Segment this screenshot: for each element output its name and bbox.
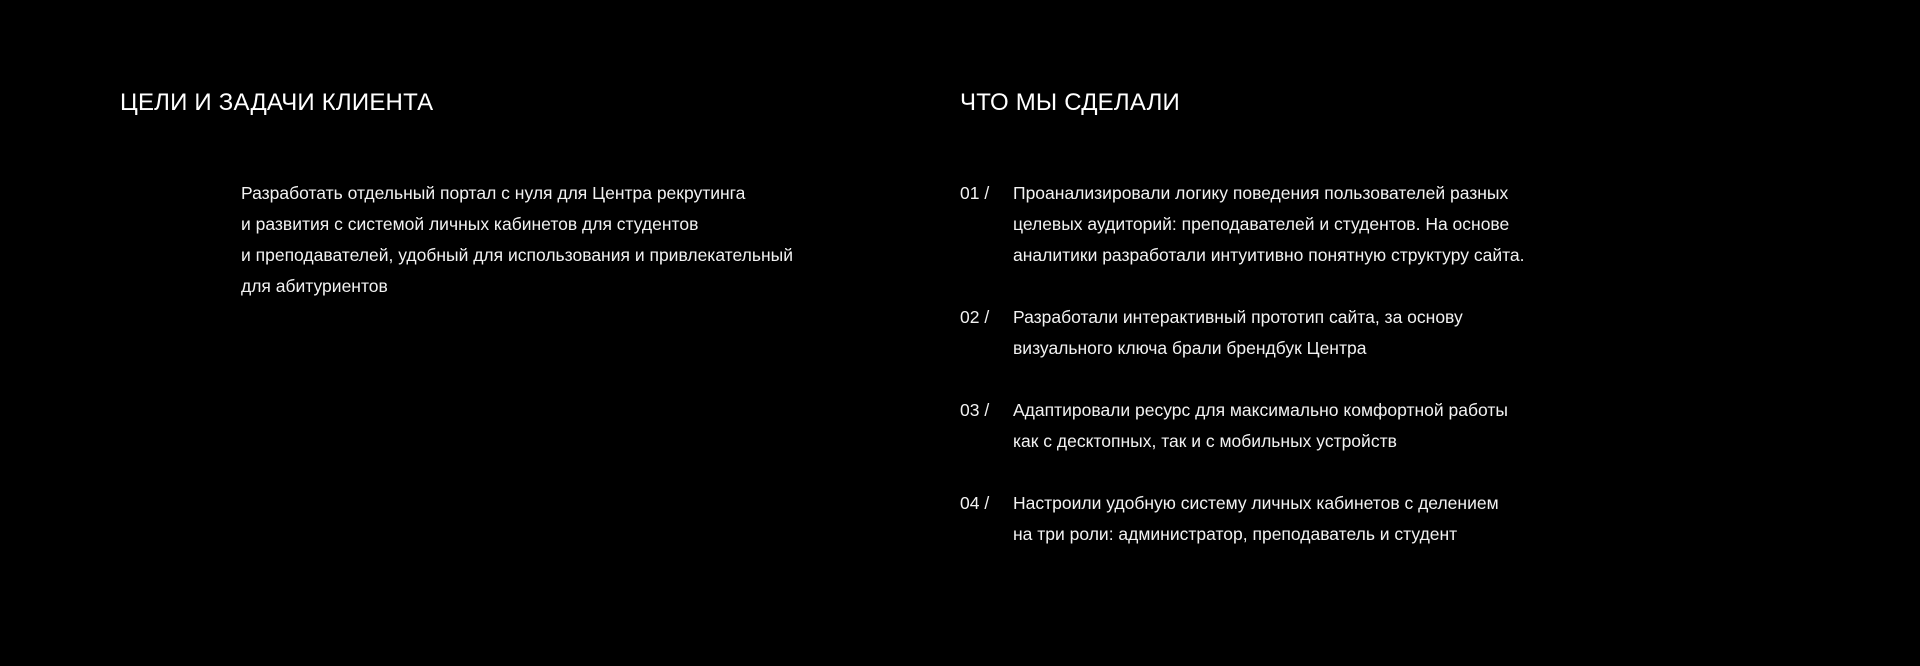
client-goals-title: ЦЕЛИ И ЗАДАЧИ КЛИЕНТА: [120, 89, 434, 116]
list-item: [960, 178, 1660, 271]
client-goals-line: Разработать отдельный портал с нуля для Центра рекрутинга: [241, 183, 746, 203]
step-text-line: Адаптировали ресурс для максимально комфортной работы: [1013, 400, 1508, 420]
step-text-line: визуального ключа брали брендбук Центра: [1013, 338, 1367, 358]
client-goals-line: для абитуриентов: [241, 276, 388, 296]
list-item: [960, 395, 1660, 457]
list-item: [960, 488, 1660, 550]
step-text-line: на три роли: администратор, преподаватель и студент: [1013, 524, 1458, 544]
step-number: 02 /: [960, 307, 990, 327]
step-text-line: Проанализировали логику поведения пользователей разных: [1013, 183, 1509, 203]
step-text-line: Настроили удобную систему личных кабинетов с делением: [1013, 493, 1499, 513]
list-item: [960, 302, 1660, 364]
step-text-line: как с десктопных, так и с мобильных устройств: [1013, 431, 1397, 451]
step-text-line: Разработали интерактивный прототип сайта, за основу: [1013, 307, 1463, 327]
step-number: 01 /: [960, 183, 990, 203]
step-text-line: аналитики разработали интуитивно понятную структуру сайта.: [1013, 245, 1525, 265]
step-number: 04 /: [960, 493, 990, 513]
what-we-did-list: [960, 178, 1660, 581]
step-number: 03 /: [960, 400, 990, 420]
what-we-did-title: ЧТО МЫ СДЕЛАЛИ: [960, 89, 1180, 116]
client-goals-line: и преподавателей, удобный для использования и привлекательный: [241, 245, 794, 265]
client-goals-section: [120, 86, 860, 296]
what-we-did-section: [960, 86, 1660, 544]
step-text-line: целевых аудиторий: преподавателей и студентов. На основе: [1013, 214, 1510, 234]
client-goals-line: и развития с системой личных кабинетов для студентов: [241, 214, 699, 234]
client-goals-text: [241, 178, 841, 302]
